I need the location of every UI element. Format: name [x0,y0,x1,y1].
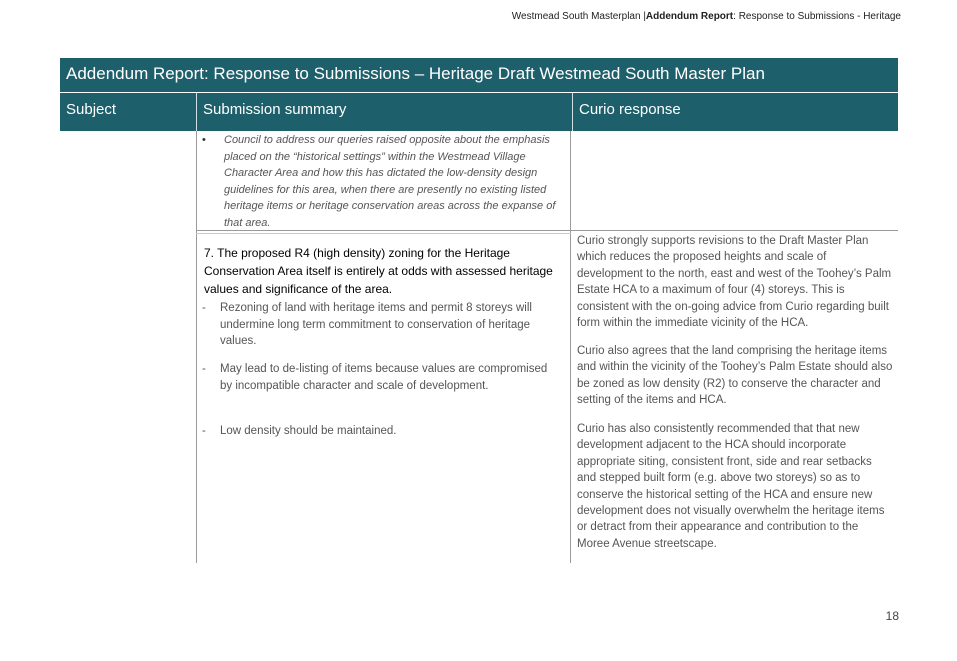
running-header-prefix: Westmead South Masterplan | [511,11,646,22]
running-header [512,11,901,22]
item-7-point-text: Low density should be maintained. [220,425,397,437]
item-7-point-text: May lead to de-listing of items because values are compromised by incompatible character and scale of development. [220,363,548,392]
dash-icon: - [202,425,206,437]
header-subject: Subject [66,101,117,118]
column-divider-right [570,131,571,563]
table-header-row [60,93,898,131]
running-header-bold: Addendum Report [645,11,734,22]
item-7-point-text: Rezoning of land with heritage items and permit 8 storeys will undermine long term commitment to conservation of heritage values. [220,302,532,347]
table-title: Addendum Report: Response to Submissions – Heritage Draft Westmead South Master Plan [60,58,898,92]
item-7-heading: 7. The proposed R4 (high density) zoning for the Heritage Conservation Area itself is entirely at odds with assessed heritage values and significance of the area. [204,246,553,296]
header-submission-summary: Submission summary [196,93,572,131]
column-divider-left [196,131,197,563]
continued-bullet-text: Council to address our queries raised opposite about the emphasis placed on the “historical settings” within the Westmead Village Character Area and how this has dictated the low-density design guidelines for this area, when there are presently no existing listed heritage items or heritage conservation areas across the expanse of that area. [224,134,556,229]
bullet-dot-icon: • [202,134,206,146]
row-divider-secondary [196,233,571,234]
page-number: 18 [885,609,899,623]
header-curio-response: Curio response [572,93,898,131]
item-7-point [204,300,560,350]
item-7-point [204,361,560,394]
running-header-suffix: : Response to Submissions - Heritage [733,11,901,22]
curio-response-paragraph: Curio has also consistently recommended that that new development adjacent to the HCA should incorporate appropriate siting, consistent front, side and rear setbacks and stepped built form (e.g. above two storeys) so as to conserve the historical setting of the HCA and ensure new development does not visually overwhelm the heritage items or detract from their appearance and contribution to the Moree Avenue streetscape. [577,423,885,550]
item-7-point [204,423,560,440]
curio-response-paragraph: Curio also agrees that the land comprising the heritage items and within the vicinity of the Toohey’s Palm Estate should also be zoned as low density (R2) to conserve the character and setting of the items and HCA. [577,345,893,407]
dash-icon: - [202,363,206,375]
dash-icon: - [202,302,206,314]
continued-bullet [204,132,566,231]
curio-response-paragraph: Curio strongly supports revisions to the Draft Master Plan which reduces the proposed heights and scale of development to the north, east and west of the Toohey’s Palm Estate HCA to a maximum of four (4) storeys. This is consistent with the on-going advice from Curio regarding built form within the immediate vicinity of the HCA. [577,235,892,330]
